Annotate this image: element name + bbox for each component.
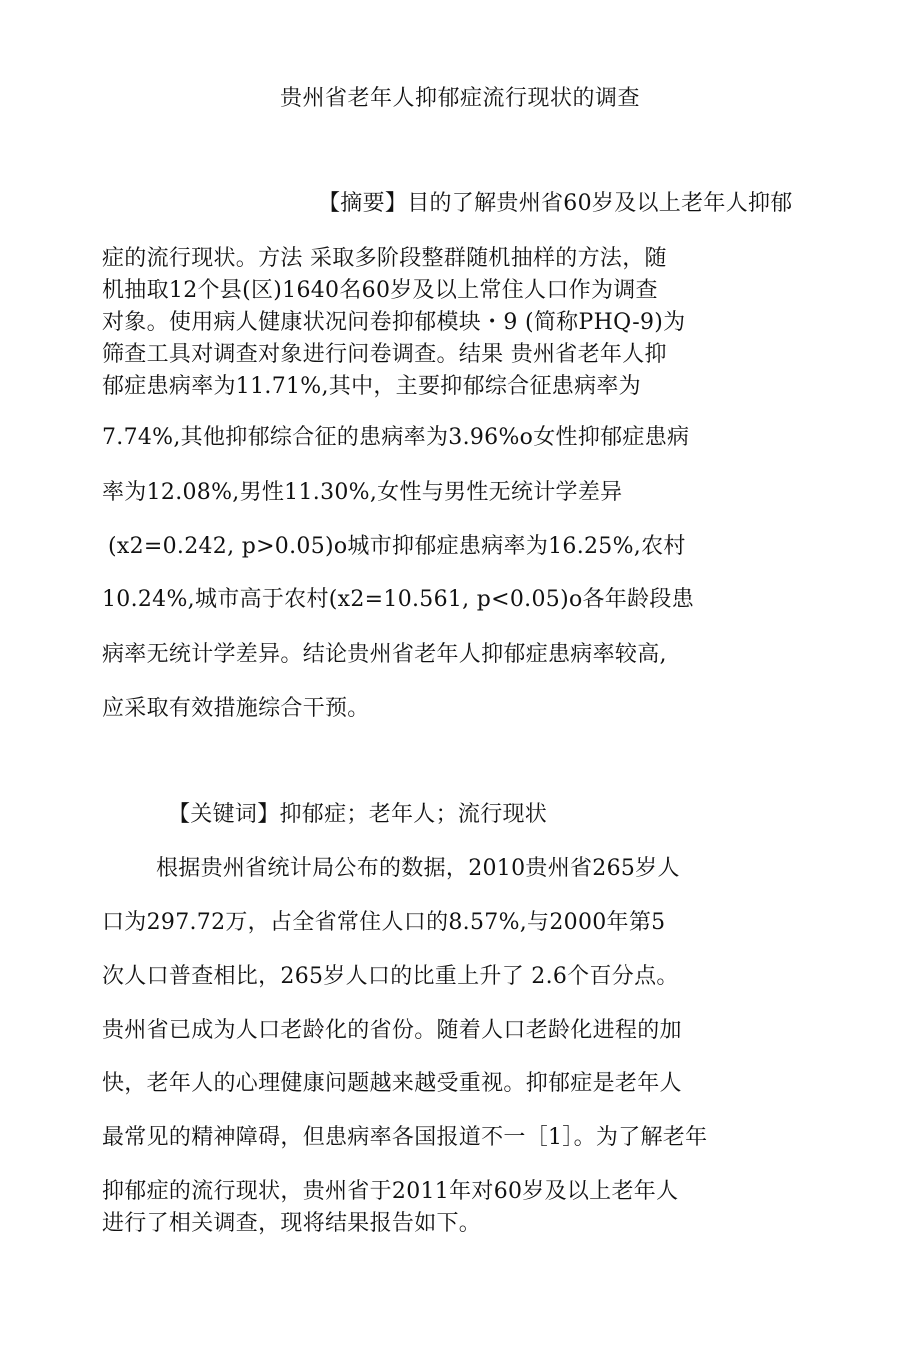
abstract-line: 7.74%,其他抑郁综合征的患病率为3.96%o女性抑郁症患病 [102,425,690,450]
body-line: 抑郁症的流行现状，贵州省于2011年对60岁及以上老年人 [102,1179,679,1204]
abstract-line: 症的流行现状。方法 采取多阶段整群随机抽样的方法，随 [102,246,667,271]
abstract-line: (x2=0.242, p>0.05)o城市抑郁症患病率为16.25%,农村 [108,534,686,559]
body-line: 次人口普查相比，265岁人口的比重上升了 2.6个百分点。 [102,964,679,989]
body-line: 口为297.72万，占全省常住人口的8.57%,与2000年第5 [102,910,666,935]
abstract-line: 郁症患病率为11.71%,其中，主要抑郁综合征患病率为 [102,374,641,399]
abstract-line: 对象。使用病人健康状况问卷抑郁模块・9 (简称PHQ-9)为 [102,310,686,335]
abstract-line: 【摘要】目的了解贵州省60岁及以上老年人抑郁 [318,191,793,216]
keywords: 【关键词】抑郁症；老年人；流行现状 [168,802,548,827]
abstract-line: 机抽取12个县(区)1640名60岁及以上常住人口作为调查 [102,278,658,303]
abstract-line: 10.24%,城市高于农村(x2=10.561, p<0.05)o各年龄段患 [102,587,694,612]
abstract-line: 率为12.08%,男性11.30%,女性与男性无统计学差异 [102,480,623,505]
body-line: 快，老年人的心理健康问题越来越受重视。抑郁症是老年人 [102,1071,682,1096]
abstract-line: 应采取有效措施综合干预。 [102,696,370,721]
body-line: 最常见的精神障碍，但患病率各国报道不一［1］。为了解老年 [102,1125,708,1150]
abstract-line: 病率无统计学差异。结论贵州省老年人抑郁症患病率较高, [102,642,667,667]
body-line: 贵州省已成为人口老龄化的省份。随着人口老龄化进程的加 [102,1018,682,1043]
abstract-line: 筛查工具对调查对象进行问卷调查。结果 贵州省老年人抑 [102,342,667,367]
body-line: 进行了相关调查，现将结果报告如下。 [102,1211,482,1236]
body-line: 根据贵州省统计局公布的数据，2010贵州省265岁人 [156,856,680,881]
page-title: 贵州省老年人抑郁症流行现状的调查 [279,86,640,111]
